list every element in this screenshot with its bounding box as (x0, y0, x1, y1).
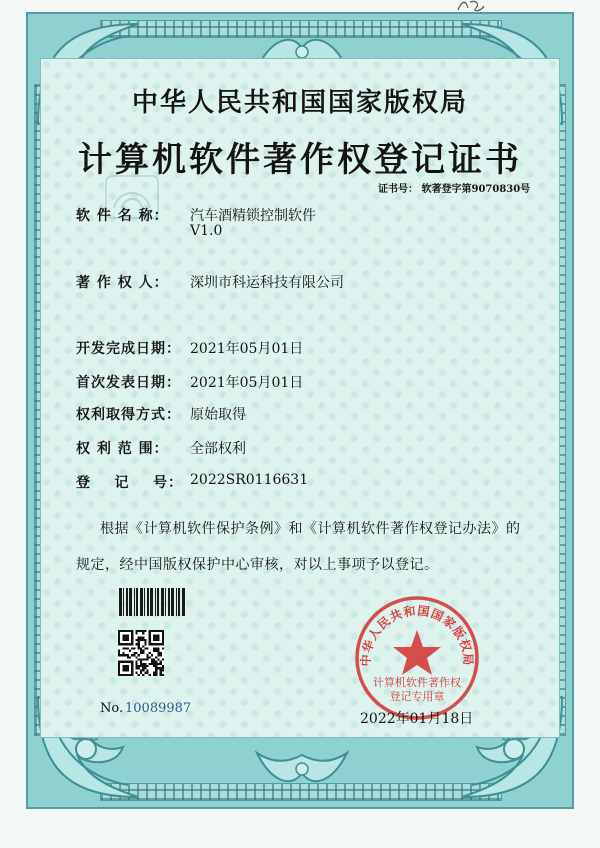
field-value-rights-scope: 全部权利 (190, 441, 246, 457)
field-label-rights-scope: 权 利 范 围： (76, 441, 169, 457)
qr-code (118, 630, 164, 676)
certificate-title: 计算机软件著作权登记证书 (78, 140, 522, 180)
issue-date: 2022年01月18日 (360, 711, 474, 727)
field-value-software-version: V1.0 (190, 223, 223, 239)
field-label-copyright-owner: 著 作 权 人： (76, 275, 169, 291)
certificate-number-label: 证书号： (378, 184, 418, 195)
seal-ring-text: 中华人民共和国国家版权局 (358, 603, 476, 667)
field-label-registration-number: 登 记 号： (76, 475, 183, 491)
center-ornament-bottom (252, 747, 352, 793)
seal-text-line-1: 计算机软件著作权 (373, 676, 461, 689)
certificate-number-value: 软著登字第9070830号 (421, 184, 531, 195)
statement-line-2: 规定，经中国版权保护中心审核，对以上事项予以登记。 (76, 557, 439, 573)
field-value-registration-number: 2022SR0116631 (190, 472, 309, 488)
field-value-acquisition-method: 原始取得 (190, 407, 246, 423)
field-label-completion-date: 开发完成日期： (76, 341, 181, 357)
barcode (118, 588, 188, 616)
serial-label: No. (100, 701, 124, 716)
field-value-completion-date: 2021年05月01日 (190, 341, 304, 357)
seal-text-line-2: 登记专用章 (389, 690, 445, 703)
field-value-publish-date: 2021年05月01日 (190, 375, 304, 391)
field-label-publish-date: 首次发表日期： (76, 375, 181, 391)
field-label-acquisition-method: 权利取得方式： (76, 407, 181, 423)
certificate-number (378, 180, 530, 195)
handwritten-mark (456, 0, 486, 14)
serial-number: 10089987 (125, 701, 192, 716)
field-label-software-name: 软 件 名 称： (76, 208, 169, 224)
statement-line-1: 根据《计算机软件保护条例》和《计算机软件著作权登记办法》的 (100, 521, 521, 537)
field-value-copyright-owner: 深圳市科运科技有限公司 (190, 275, 344, 291)
seal-star-icon (393, 630, 441, 675)
issuing-authority: 中华人民共和国国家版权局 (131, 88, 468, 118)
field-value-software-name: 汽车酒精锁控制软件 (190, 208, 316, 224)
